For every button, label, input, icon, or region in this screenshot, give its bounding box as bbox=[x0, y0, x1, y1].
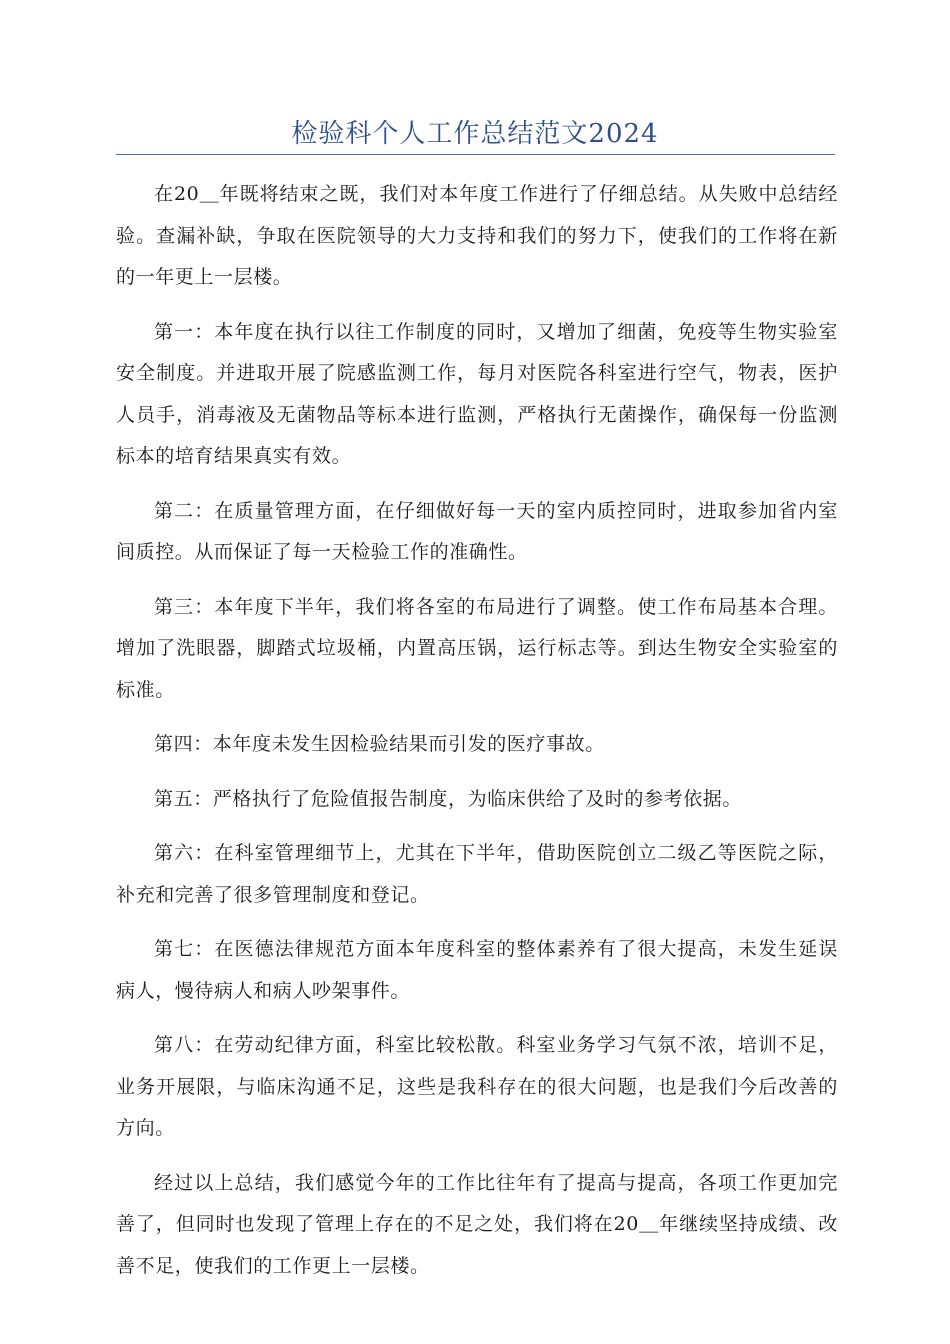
paragraph-item-5: 第五：严格执行了危险值报告制度，为临床供给了及时的参考依据。 bbox=[154, 787, 743, 810]
paragraph-intro: 在20＿年既将结束之既，我们对本年度工作进行了仔细总结。从失败中总结经验。查漏补缺，争取在医院领导的大力支持和我们的努力下，使我们的工作将在新的一年更上一层楼。 bbox=[116, 183, 838, 288]
paragraph-item-2: 第二：在质量管理方面，在仔细做好每一天的室内质控同时，进取参加省内室间质控。从而保证了每一天检验工作的准确性。 bbox=[116, 499, 838, 563]
paragraph-item-3: 第三：本年度下半年，我们将各室的布局进行了调整。使工作布局基本合理。增加了洗眼器，脚踏式垃圾桶，内置高压锅，运行标志等。到达生物安全实验室的标准。 bbox=[116, 595, 838, 701]
paragraph-item-7: 第七：在医德法律规范方面本年度科室的整体素养有了很大提高，未发生延误病人，慢待病人和病人吵架事件。 bbox=[116, 938, 838, 1002]
page-title: 检验科个人工作总结范文2024 bbox=[291, 119, 659, 149]
paragraph-item-8: 第八：在劳动纪律方面，科室比较松散。科室业务学习气氛不浓，培训不足，业务开展限，与临床沟通不足，这些是我科存在的很大问题，也是我们今后改善的方向。 bbox=[116, 1034, 838, 1139]
paragraph-item-4: 第四：本年度未发生因检验结果而引发的医疗事故。 bbox=[154, 733, 605, 755]
paragraph-conclusion: 经过以上总结，我们感觉今年的工作比往年有了提高与提高，各项工作更加完善了，但同时也发现了管理上存在的不足之处，我们将在20＿年继续坚持成绩、改善不足，使我们的工作更上一层楼。 bbox=[116, 1171, 838, 1277]
paragraph-item-6: 第六：在科室管理细节上，尤其在下半年，借助医院创立二级乙等医院之际，补充和完善了很多管理制度和登记。 bbox=[116, 842, 838, 906]
paragraph-item-1: 第一：本年度在执行以往工作制度的同时，又增加了细菌，免疫等生物实验室安全制度。并进取开展了院感监测工作，每月对医院各科室进行空气，物表，医护人员手，消毒液及无菌物品等标本进行监测，严格执行无菌操作，确保每一份监测标本的培育结果真实有效。 bbox=[116, 320, 838, 467]
document-body bbox=[116, 174, 838, 1300]
title-underline bbox=[116, 154, 835, 155]
